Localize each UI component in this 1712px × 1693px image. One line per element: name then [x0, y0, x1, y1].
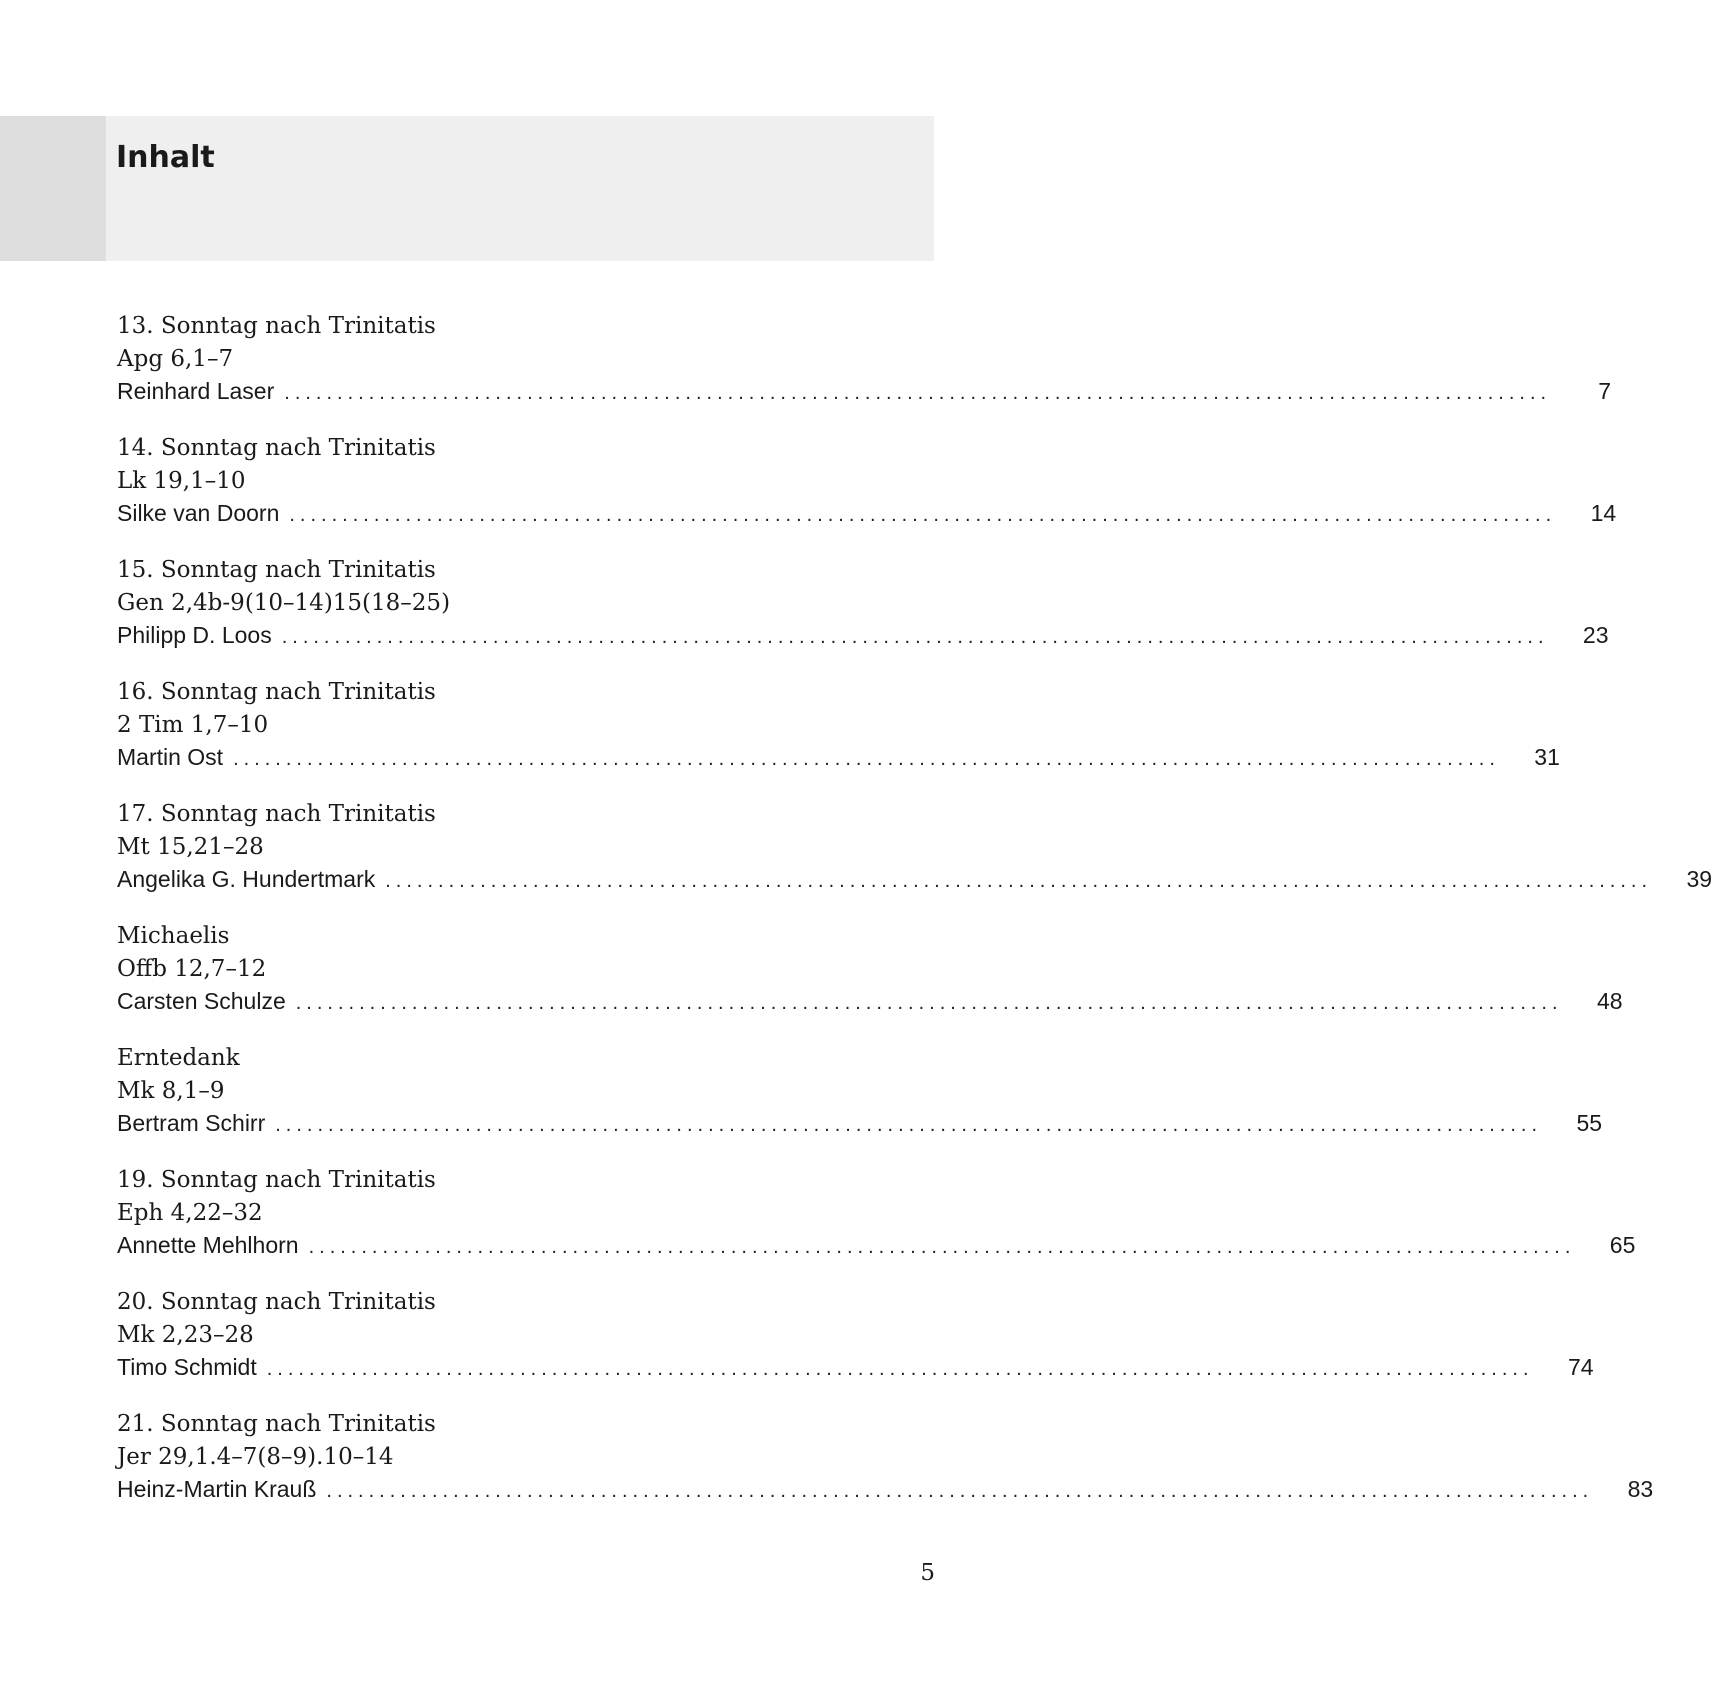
toc-entry-reference: Gen 2,4b-9(10–14)15(18–25) — [117, 589, 451, 616]
toc-entry-occasion: Erntedank — [117, 1045, 240, 1071]
toc-entry-reference: Jer 29,1.4–7(8–9).10–14 — [117, 1443, 394, 1470]
toc-entry-page: 14 — [1590, 500, 1617, 526]
dot-leader: ........................................................................................................................ — [326, 1480, 1594, 1502]
toc-entry — [117, 554, 1609, 676]
toc-entry — [117, 1164, 1636, 1286]
toc-entry — [117, 1286, 1594, 1408]
header-tab-marker — [0, 116, 106, 261]
toc-entry — [117, 1042, 1603, 1164]
toc-entry — [117, 310, 1612, 432]
dot-leader: ........................................................................................................................ — [275, 1114, 1543, 1136]
toc-entry — [117, 798, 1712, 920]
toc-entry-author-line — [117, 497, 1617, 530]
toc-entry-page: 48 — [1596, 988, 1623, 1014]
toc-entry-page: 39 — [1686, 866, 1712, 892]
header-band — [0, 116, 934, 261]
toc-entry-reference: Lk 19,1–10 — [117, 467, 246, 494]
toc-entry — [117, 1408, 1654, 1530]
toc-entry-occasion: 16. Sonntag nach Trinitatis — [117, 679, 436, 705]
toc-entry-page: 65 — [1609, 1232, 1636, 1258]
toc-entry-author-line — [117, 619, 1609, 652]
toc-entry-occasion: 21. Sonntag nach Trinitatis — [117, 1411, 436, 1437]
dot-leader: ........................................................................................................................ — [308, 1236, 1576, 1258]
toc-entry-occasion: 13. Sonntag nach Trinitatis — [117, 313, 436, 339]
toc-entry-occasion: 15. Sonntag nach Trinitatis — [117, 557, 436, 583]
dot-leader: ........................................................................................................................ — [295, 992, 1563, 1014]
toc-entry-reference: Offb 12,7–12 — [117, 955, 267, 982]
toc-entry-author: Philipp D. Loos — [117, 622, 272, 648]
toc-entry-author: Carsten Schulze — [117, 988, 286, 1014]
dot-leader: ........................................................................................................................ — [284, 382, 1552, 404]
toc-entry-page: 31 — [1534, 744, 1560, 770]
toc-entry-author-line — [117, 1351, 1594, 1384]
toc-entry-reference: Mk 8,1–9 — [117, 1077, 225, 1104]
dot-leader: ........................................................................................................................ — [281, 626, 1549, 648]
toc-entry-author: Heinz-Martin Krauß — [117, 1476, 317, 1502]
toc-entry-author: Martin Ost — [117, 744, 224, 770]
toc-entry-page: 23 — [1582, 622, 1609, 648]
dot-leader: ........................................................................................................................ — [233, 748, 1500, 770]
toc-entry-page: 55 — [1576, 1110, 1603, 1136]
toc-entry-reference: Apg 6,1–7 — [117, 345, 234, 372]
toc-entry-occasion: 19. Sonntag nach Trinitatis — [117, 1167, 436, 1193]
toc-entry-author: Silke van Doorn — [117, 500, 280, 526]
toc-entry-page: 83 — [1627, 1476, 1654, 1502]
toc-entry-author-line — [117, 985, 1623, 1018]
toc-entry-author-line — [117, 741, 1560, 774]
toc-entry-author-line — [117, 375, 1612, 408]
toc-entry-author-line — [117, 1107, 1603, 1140]
toc-entry-reference: Eph 4,22–32 — [117, 1199, 263, 1226]
toc-entry-author-line — [117, 863, 1712, 896]
toc-entry-occasion: 14. Sonntag nach Trinitatis — [117, 435, 436, 461]
toc-entry-page: 7 — [1598, 378, 1612, 404]
toc-entry-occasion: Michaelis — [117, 923, 230, 949]
toc-entry-author: Timo Schmidt — [117, 1354, 257, 1380]
dot-leader: ........................................................................................................................ — [289, 504, 1557, 526]
page-number: 5 — [920, 1560, 935, 1586]
toc-entry-occasion: 17. Sonntag nach Trinitatis — [117, 801, 436, 827]
toc-entry — [117, 920, 1623, 1042]
toc-entry — [117, 432, 1617, 554]
dot-leader: ........................................................................................................................ — [266, 1358, 1534, 1380]
table-of-contents — [117, 310, 1712, 1530]
toc-entry-reference: Mt 15,21–28 — [117, 833, 264, 860]
toc-entry-author-line — [117, 1229, 1636, 1262]
toc-entry-author: Bertram Schirr — [117, 1110, 266, 1136]
page-title: Inhalt — [116, 140, 215, 175]
toc-entry — [117, 676, 1560, 798]
toc-entry-author: Reinhard Laser — [117, 378, 275, 404]
toc-entry-author-line — [117, 1473, 1654, 1506]
toc-entry-page: 74 — [1567, 1354, 1594, 1380]
toc-entry-reference: 2 Tim 1,7–10 — [117, 711, 269, 738]
toc-entry-reference: Mk 2,23–28 — [117, 1321, 254, 1348]
dot-leader: ........................................................................................................................ — [385, 870, 1653, 892]
toc-entry-author: Annette Mehlhorn — [117, 1232, 299, 1258]
toc-entry-occasion: 20. Sonntag nach Trinitatis — [117, 1289, 436, 1315]
toc-entry-author: Angelika G. Hundertmark — [117, 866, 376, 892]
